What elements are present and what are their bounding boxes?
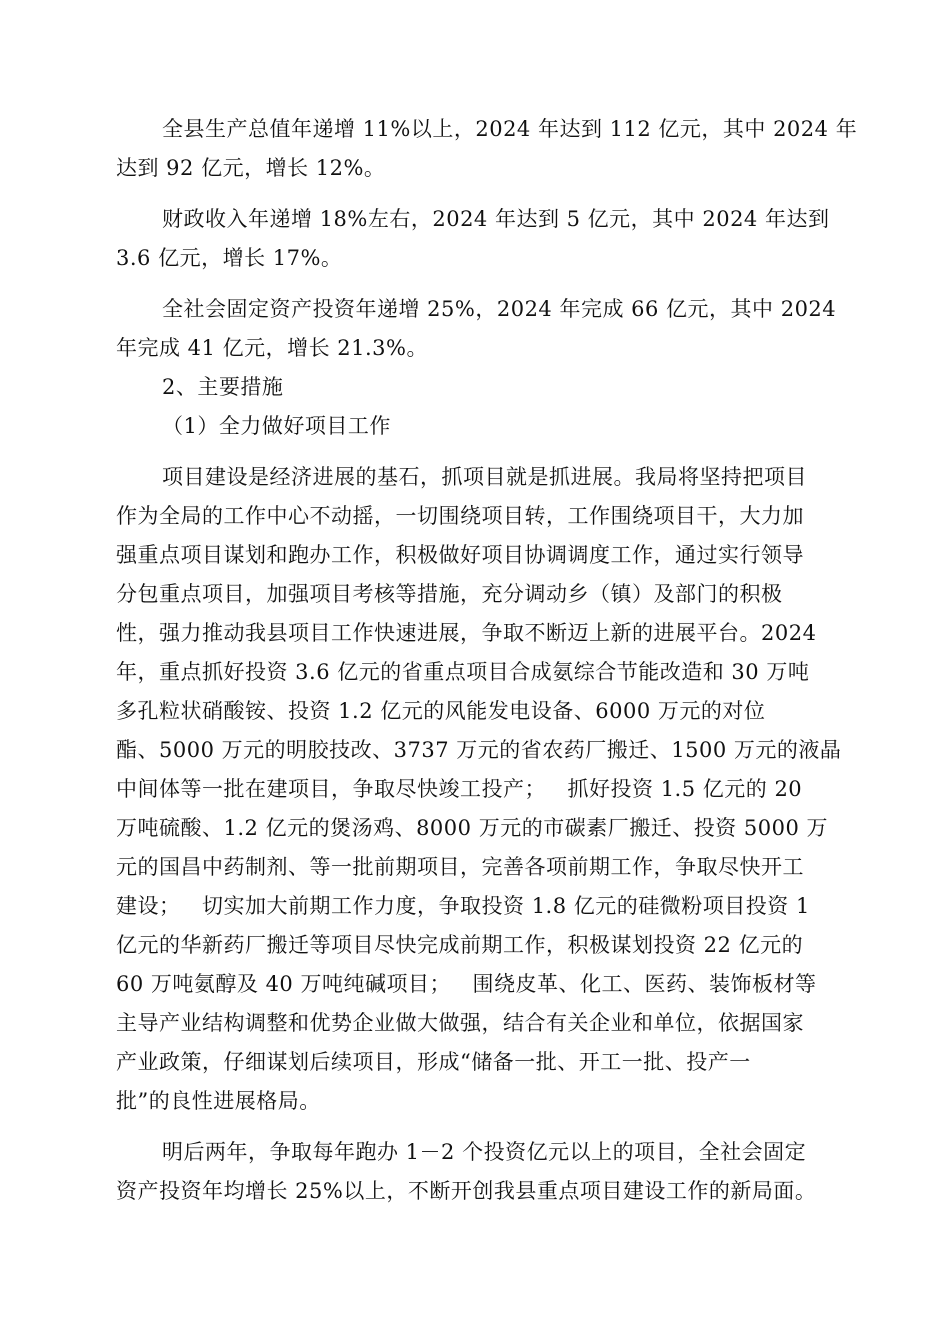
paragraph-fiscal-revenue <box>116 200 831 278</box>
text-line: 亿元的华新药厂搬迁等项目尽快完成前期工作，积极谋划投资 22 亿元的 <box>116 933 804 957</box>
text-line: 酯、5000 万元的明胶技改、3737 万元的省农药厂搬迁、1500 万元的液晶 <box>116 738 842 762</box>
paragraph-next-two-years <box>116 1133 831 1211</box>
text-line: 性，强力推动我县项目工作快速进展，争取不断迈上新的进展平台。2024 <box>116 621 817 645</box>
text-line: 项目建设是经济进展的基石，抓项目就是抓进展。我局将坚持把项目 <box>162 465 807 489</box>
text-line: 明后两年，争取每年跑办 1－2 个投资亿元以上的项目，全社会固定 <box>162 1140 807 1164</box>
text-line: 分包重点项目，加强项目考核等措施，充分调动乡（镇）及部门的积极 <box>116 582 783 606</box>
text-line: 批”的良性进展格局。 <box>116 1089 321 1113</box>
text-line: 年，重点抓好投资 3.6 亿元的省重点项目合成氨综合节能改造和 30 万吨 <box>116 660 810 684</box>
section-heading: 2、主要措施 <box>162 375 284 399</box>
paragraph-gdp-target <box>116 110 858 188</box>
text-line: 主导产业结构调整和优势企业做大做强，结合有关企业和单位，依据国家 <box>116 1011 804 1035</box>
text-line: 强重点项目谋划和跑办工作，积极做好项目协调调度工作，通过实行领导 <box>116 543 804 567</box>
paragraph-fixed-asset-investment <box>116 290 837 368</box>
text-line: 全县生产总值年递增 11%以上，2024 年达到 112 亿元，其中 2024 年 <box>162 117 858 141</box>
paragraph-project-work <box>116 458 842 1121</box>
text-line: 年完成 41 亿元，增长 21.3%。 <box>116 336 428 360</box>
text-line: 达到 92 亿元，增长 12%。 <box>116 156 386 180</box>
text-line: 全社会固定资产投资年递增 25%，2024 年完成 66 亿元，其中 2024 <box>162 297 837 321</box>
text-line: 多孔粒状硝酸铵、投资 1.2 亿元的风能发电设备、6000 万元的对位 <box>116 699 766 723</box>
text-line: 元的国昌中药制剂、等一批前期项目，完善各项前期工作，争取尽快开工 <box>116 855 804 879</box>
subsection-heading: （1）全力做好项目工作 <box>162 414 391 438</box>
text-line: 产业政策，仔细谋划后续项目，形成“储备一批、开工一批、投产一 <box>116 1050 751 1074</box>
text-line: 建设； 切实加大前期工作力度，争取投资 1.8 亿元的硅微粉项目投资 1 <box>116 894 810 918</box>
text-line: 万吨硫酸、1.2 亿元的煲汤鸡、8000 万元的市碳素厂搬迁、投资 5000 万 <box>116 816 828 840</box>
text-line: 资产投资年均增长 25%以上，不断开创我县重点项目建设工作的新局面。 <box>116 1179 817 1203</box>
document-body <box>116 110 858 1211</box>
text-line: 中间体等一批在建项目，争取尽快竣工投产； 抓好投资 1.5 亿元的 20 <box>116 777 803 801</box>
text-line: 60 万吨氨醇及 40 万吨纯碱项目； 围绕皮革、化工、医药、装饰板材等 <box>116 972 817 996</box>
text-line: 作为全局的工作中心不动摇，一切围绕项目转，工作围绕项目干，大力加 <box>116 504 804 528</box>
text-line: 财政收入年递增 18%左右，2024 年达到 5 亿元，其中 2024 年达到 <box>162 207 830 231</box>
text-line: 3.6 亿元，增长 17%。 <box>116 246 343 270</box>
